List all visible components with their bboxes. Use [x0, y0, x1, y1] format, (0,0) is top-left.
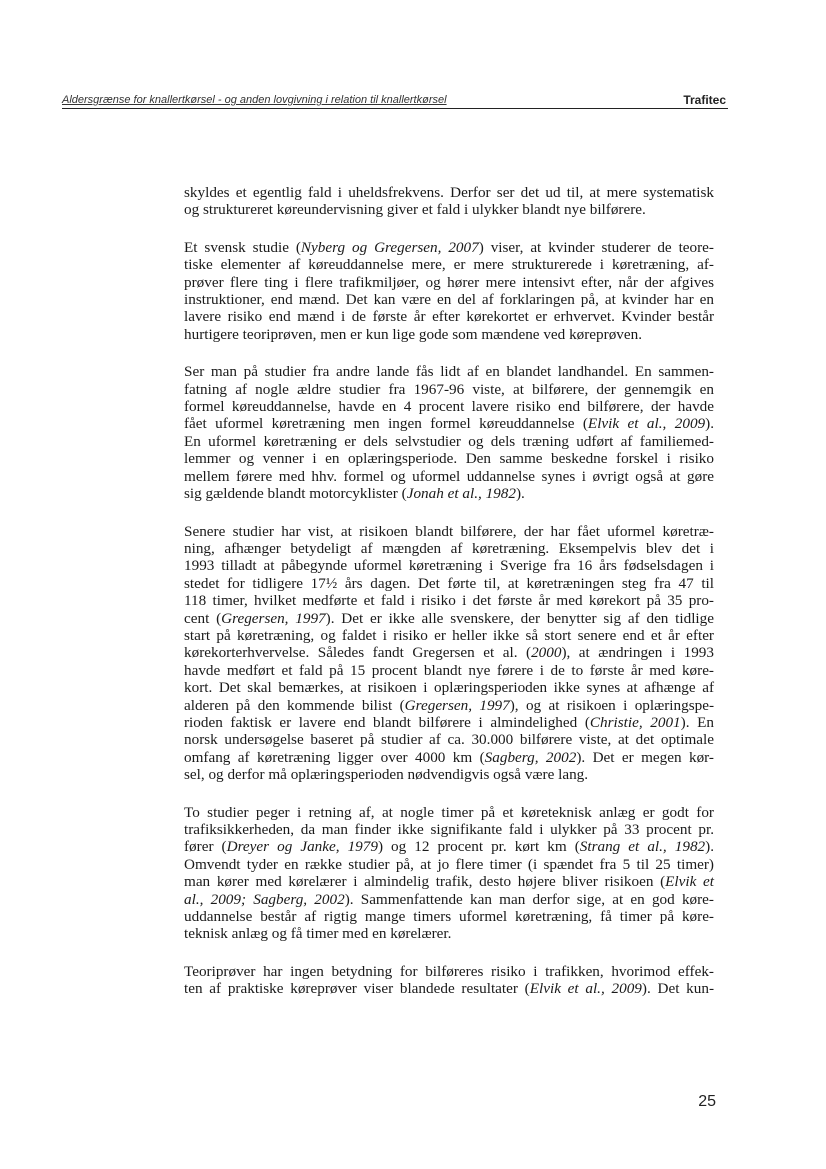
- citation: Dreyer og Janke, 1979: [226, 838, 378, 856]
- text-line: [184, 980, 714, 997]
- text-line: [184, 873, 714, 890]
- text-run: alderen på den kommende bilist (: [184, 696, 405, 714]
- text-line: [184, 644, 714, 661]
- text-run: rioden faktisk er lavere end blandt bilførere i almindelighed (: [184, 713, 590, 731]
- text-line: [184, 821, 714, 838]
- text-line: [184, 256, 714, 273]
- text-line: [184, 274, 714, 291]
- text-run: trafiksikkerheden, da man finder ikke signifikante fald i ulykker på 33 procent pr.: [184, 821, 714, 838]
- citation: Sagberg, 2002: [484, 748, 577, 766]
- text-line: [184, 468, 714, 485]
- text-run: kort. Det skal bemærkes, at risikoen i oplæringsperioden ikke synes at afhænge af: [184, 679, 714, 697]
- text-run: start på køretræning, og faldet i risiko er heller ikke så stort senere end et år efter: [184, 626, 714, 644]
- text-line: [184, 731, 714, 748]
- text-run: fatning af nogle ældre studier fra 1967-96 viste, at bilførere, der gennemgik en: [184, 380, 714, 398]
- text-run: Senere studier har vist, at risikoen blandt bilførere, der har fået uformel køretræ-: [184, 522, 714, 540]
- text-run: fører (: [184, 838, 227, 856]
- citation: Elvik et al., 2009: [587, 415, 706, 433]
- text-line: [184, 291, 714, 308]
- citation: Jonah et al., 1982: [406, 485, 516, 503]
- text-run: formel køreuddannelse, havde en 4 procent lavere risiko end bilførere, der havde: [184, 398, 714, 416]
- page-header: [62, 88, 728, 109]
- text-line: [184, 485, 714, 502]
- text-run: ). Det er megen kør-: [576, 748, 714, 766]
- text-run: tiske elementer af køreuddannelse mere, er mere strukturerede i køretræning, af-: [184, 256, 714, 274]
- text-run: Ser man på studier fra andre lande fås lidt af en blandet landhandel. En sammen-: [184, 363, 714, 381]
- text-line: [184, 575, 714, 592]
- paragraph: [184, 963, 714, 998]
- text-line: [184, 925, 714, 942]
- text-run: cent (: [184, 609, 222, 627]
- text-run: norsk undersøgelse baseret på studier af ca. 30.000 bilførere viste, at det optimale: [184, 731, 714, 749]
- text-line: [184, 838, 714, 855]
- header-brand: Trafitec: [683, 93, 726, 107]
- text-run: Teoriprøver har ingen betydning for bilføreres risiko i trafikken, hvorimod effek-: [184, 962, 714, 980]
- citation: Gregersen, 1997: [404, 696, 510, 714]
- text-line: [184, 557, 714, 574]
- text-line: [184, 201, 714, 218]
- citation: Strang et al., 1982: [579, 838, 706, 856]
- text-run: havde medført et fald på 15 procent blandt nye førere i de to første år med køre-: [184, 661, 714, 679]
- text-line: [184, 963, 714, 980]
- citation: 2000: [531, 644, 562, 662]
- text-line: [184, 749, 714, 766]
- text-line: [184, 398, 714, 415]
- text-line: [184, 610, 714, 627]
- text-line: [184, 908, 714, 925]
- paragraph: [184, 239, 714, 343]
- text-line: [184, 363, 714, 380]
- text-run: ). Det kun-: [641, 980, 715, 998]
- text-line: [184, 326, 714, 343]
- text-run: ten af praktiske køreprøver viser blandede resultater (: [184, 980, 530, 998]
- text-run: kørekorterhvervelse. Således fandt Gregersen et al. (: [184, 644, 532, 662]
- text-run: 1993 tilladt at påbegynde uformel køretræning i Sverige fra 16 års fødselsdagen i: [184, 557, 714, 575]
- text-run: omfang af køretræning ligger over 4000 km (: [184, 748, 485, 766]
- text-line: [184, 697, 714, 714]
- text-line: [184, 714, 714, 731]
- paragraph: [184, 523, 714, 784]
- text-line: [184, 415, 714, 432]
- text-run: ).: [705, 838, 714, 856]
- text-run: ning, afhænger betydeligt af mængden af køretræning. Eksempelvis blev det i: [184, 539, 714, 557]
- text-run: mellem førere med hhv. formel og uformel uddannelse synes i øvrigt også at gøre: [184, 467, 714, 485]
- text-run: ). Det er ikke alle svenskere, der benytter sig af den tidlige: [325, 609, 714, 627]
- text-line: [184, 679, 714, 696]
- text-line: [184, 381, 714, 398]
- citation: Nyberg og Gregersen, 2007: [300, 238, 479, 256]
- text-line: [184, 856, 714, 873]
- citation: Elvik et al., 2009: [529, 980, 642, 998]
- text-line: [184, 804, 714, 821]
- text-line: [184, 239, 714, 256]
- text-run: ). En: [680, 713, 714, 731]
- text-run: ), og at risikoen i oplæringspe-: [509, 696, 714, 714]
- text-line: [184, 540, 714, 557]
- text-run: ) og 12 procent pr. kørt km (: [377, 838, 580, 856]
- text-line: [184, 627, 714, 644]
- citation: Christie, 2001: [589, 713, 681, 731]
- text-line: [184, 523, 714, 540]
- text-run: uddannelse består af rigtig mange timers uformel køretræning, få timer på køre-: [184, 908, 714, 926]
- text-line: [184, 766, 714, 783]
- text-line: [184, 592, 714, 609]
- text-line: [184, 662, 714, 679]
- text-run: lemmer og venner i en oplæringsperiode. Den samme beskedne forskel i risiko: [184, 450, 714, 468]
- text-run: stedet for tidligere 17½ års dagen. Det førte til, at køretræningen steg fra 47 til: [184, 574, 714, 592]
- text-run: man kører med kørelærer i almindelig trafik, desto højere bliver risikoen (: [184, 873, 666, 891]
- text-run: Omvendt tyder en række studier på, at jo flere timer (i spændet fra 5 til 25 timer): [184, 855, 714, 873]
- text-run: teknisk anlæg og få timer med en kørelærer.: [184, 925, 452, 943]
- text-run: fået uformel køretræning men ingen formel køreuddannelse (: [184, 415, 588, 433]
- text-run: skyldes et egentlig fald i uheldsfrekvens. Derfor ser det ud til, at mere systematisk: [184, 184, 714, 201]
- text-line: [184, 308, 714, 325]
- text-run: ) viser, at kvinder studerer de teore-: [478, 238, 714, 256]
- citation: Gregersen, 1997: [221, 609, 326, 627]
- paragraph: [184, 363, 714, 502]
- text-run: Et svensk studie (: [184, 238, 301, 256]
- text-line: [184, 184, 714, 201]
- body-text: [184, 184, 714, 1018]
- citation: Elvik et: [665, 873, 714, 891]
- text-run: prøver flere ting i flere trafikmiljøer, og hører mere intensivt efter, når der afgives: [184, 273, 714, 291]
- text-run: instruktioner, end mænd. Det kan være en del af forklaringen på, at kvinder har en: [184, 291, 714, 309]
- header-title: Aldersgrænse for knallertkørsel - og anden lovgivning i relation til knallertkørsel: [62, 94, 447, 106]
- text-run: sel, og derfor må oplæringsperioden nødvendigvis også være lang.: [184, 766, 589, 784]
- paragraph: [184, 184, 714, 219]
- text-run: ).: [515, 485, 525, 503]
- citation: al., 2009; Sagberg, 2002: [184, 890, 345, 908]
- text-line: [184, 433, 714, 450]
- text-run: lavere risiko end mænd i de første år efter kørekortet er erhvervet. Kvinder består: [184, 308, 714, 326]
- text-run: To studier peger i retning af, at nogle timer på et køreteknisk anlæg er godt for: [184, 803, 714, 821]
- text-run: ), at ændringen i 1993: [561, 644, 714, 662]
- text-run: og struktureret køreundervisning giver et fald i ulykker blandt nye bilførere.: [184, 201, 646, 219]
- text-line: [184, 891, 714, 908]
- paragraph: [184, 804, 714, 943]
- text-run: 118 timer, hvilket medførte et fald i risiko i det første år med kørekort på 35 pro-: [184, 592, 714, 610]
- text-run: ). Sammenfattende kan man derfor sige, at en god køre-: [344, 890, 714, 908]
- text-line: [184, 450, 714, 467]
- text-run: ).: [705, 415, 714, 433]
- text-run: sig gældende blandt motorcyklister (: [184, 485, 407, 503]
- page-number: 25: [698, 1093, 716, 1110]
- text-run: En uformel køretræning er dels selvstudier og dels træning udført af familiemed-: [184, 432, 714, 450]
- text-run: hurtigere teoriprøven, men er kun lige gode som mændene ved køreprøven.: [184, 325, 643, 343]
